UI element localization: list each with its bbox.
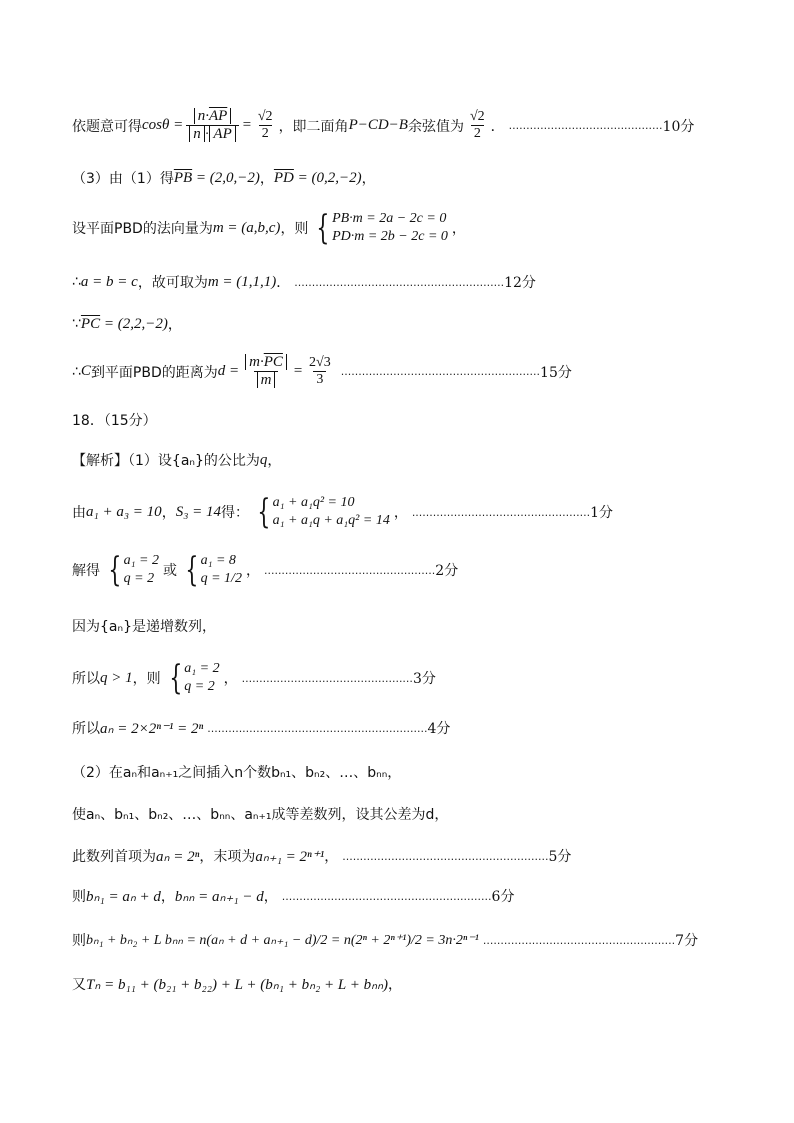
vector-pd: $\overline{PD} = (0,2,-2)$: [273, 169, 362, 186]
text-mid: ，末项为: [199, 849, 256, 865]
equation: aₙ = 2ⁿ: [156, 848, 200, 865]
text-sep: ，: [160, 889, 175, 905]
text-end: ，: [324, 849, 339, 865]
fraction-result: $\frac{√2}{2}$: [469, 109, 485, 141]
equation: aₙ = 2×2ⁿ⁻¹ = 2ⁿ: [100, 720, 204, 737]
line-m-value: [72, 272, 536, 292]
angle-label: P−CD−B: [348, 117, 408, 133]
dot-leader: .................................................: [263, 563, 436, 577]
dot-leader: ............................................................: [294, 275, 505, 289]
text-mid: ，则: [280, 221, 309, 237]
system-row: q = 1/2: [200, 571, 242, 586]
text-post: 余弦值为: [407, 118, 464, 135]
system-row: a₁ = 2: [123, 553, 159, 568]
equation: bₙₙ = aₙ₊₁ − d: [174, 888, 264, 905]
system-row: a₁ + a₁q² = 10: [272, 495, 355, 510]
text-prefix: 则: [72, 933, 86, 949]
text-mid: ，即二面角: [278, 118, 349, 135]
text-end: ，: [451, 221, 466, 237]
score-label: 7分: [675, 933, 699, 949]
fraction-cos: $\frac{n\cdot\overline{AP}}{n \cdot \overline{AP}}$: [186, 108, 239, 143]
line-increasing: [72, 616, 216, 636]
equation-system: { PB·m = 2a − 2c = 0 PD·m = 2b − 2c = 0: [316, 208, 448, 248]
line-b-terms: [72, 886, 514, 906]
text-prefix: 所以: [72, 721, 100, 737]
score-label: 3分: [412, 671, 436, 687]
equation-system: { a₁ = 2 q = 2: [108, 550, 159, 590]
line-vectors-pb-pd: [72, 168, 376, 188]
text-end: ，: [167, 317, 182, 333]
text-end: ．: [490, 118, 505, 135]
system-row: a₁ = 2: [184, 661, 220, 676]
vector-pc: $\overline{PC} = (2,2,-2)$: [80, 315, 168, 332]
line-t-sum: [72, 974, 402, 994]
dot-leader: ...........................................................: [342, 849, 549, 863]
text-prefix: ∴: [72, 274, 81, 290]
line-vector-pc: [72, 314, 182, 334]
equation: a₁ + a₃ = 10: [86, 503, 162, 520]
equation: Tₙ = b₁₁ + (b₂₁ + b₂₂) + L + (bₙ₁ + bₙ₂ + L + bₙₙ): [86, 976, 389, 993]
text-end: ．: [276, 275, 291, 291]
text-prefix: ∴: [72, 363, 81, 380]
score-label: 4分: [427, 721, 451, 737]
text-prefix: 依题意可得: [72, 118, 142, 135]
equation: a = b = c: [80, 273, 138, 290]
line-normal-vector: [72, 210, 466, 246]
text: 因为{aₙ}是递增数列，: [72, 619, 216, 635]
text-sep: ，: [161, 505, 176, 521]
system-row: PB·m = 2a − 2c = 0: [332, 211, 447, 226]
text-mid: ，则: [132, 671, 161, 687]
equation-system: { a₁ = 2 q = 2: [168, 658, 220, 698]
fraction-sqrt2: $\frac{√2}{2}$: [257, 109, 273, 141]
equation-system: { a₁ = 8 q = 1/2: [185, 550, 242, 590]
line-general-term: [72, 718, 450, 738]
text-prefix: 又: [72, 977, 86, 993]
dot-leader: ............................................: [508, 119, 663, 132]
text-mid: ，故可取为: [137, 275, 208, 291]
text-end: ，: [223, 671, 238, 687]
text-end: ，: [267, 453, 282, 469]
text-prefix: 此数列首项为: [72, 849, 156, 865]
text-prefix: 由: [72, 505, 86, 521]
text-end: ，: [263, 889, 278, 905]
line-solution: [72, 552, 458, 588]
line-b-sum: [72, 930, 698, 950]
formula-cos: cosθ =: [142, 117, 184, 133]
system-row: a₁ = 8: [200, 553, 236, 568]
dot-leader: .........................................................: [340, 365, 541, 378]
score-label: 6分: [491, 889, 515, 905]
score-label: 5分: [548, 849, 572, 865]
dot-leader: .......................................................: [482, 933, 676, 947]
text-end: ，: [245, 563, 260, 579]
text-prefix: 【解析】（1）设{aₙ}的公比为: [72, 453, 260, 469]
text-mid: 得：: [221, 505, 250, 521]
text: （2）在aₙ和aₙ₊₁之间插入n个数bₙ₁、bₙ₂、…、bₙₙ，: [72, 765, 402, 781]
dot-leader: ...............................................................: [207, 721, 428, 735]
equation: bₙ₁ + bₙ₂ + L bₙₙ = n(aₙ + d + aₙ₊₁ − d)/2 = n(2ⁿ + 2ⁿ⁺¹)/2 = 3n·2ⁿ⁻¹: [86, 932, 479, 948]
fraction-result: $\frac{2√3}{3}$: [309, 355, 331, 387]
text-mid: 到平面PBD的距离为: [90, 364, 218, 381]
text-prefix: ∵: [72, 316, 81, 332]
equation-system: { a₁ + a₁q² = 10 a₁ + a₁q + a₁q² = 14: [257, 492, 390, 532]
variable-q: q: [259, 451, 268, 468]
dot-leader: ...................................................: [411, 505, 591, 519]
text: 18．（15分）: [72, 413, 157, 429]
vector-m: m = (1,1,1): [207, 273, 277, 290]
line-arithmetic-seq: [72, 804, 448, 824]
system-row: a₁ + a₁q + a₁q² = 14: [272, 513, 390, 528]
line-system-1: [72, 494, 613, 530]
equation: aₙ₊₁ = 2ⁿ⁺¹: [255, 848, 325, 865]
text-sep: ，: [259, 171, 274, 187]
score-label: 2分: [435, 563, 459, 579]
text: 使aₙ、bₙ₁、bₙ₂、…、bₙₙ、aₙ₊₁成等差数列，设其公差为d，: [72, 807, 449, 823]
fraction-distance: $\frac{m\cdot\overline{PC}}{m}$: [242, 354, 290, 389]
text-prefix: 设平面PBD的法向量为: [72, 221, 213, 237]
line-first-last: [72, 846, 571, 866]
question-heading: [72, 410, 157, 430]
system-row: q = 2: [123, 571, 155, 586]
text-prefix: 则: [72, 889, 86, 905]
line-analysis-intro: [72, 450, 281, 470]
text-prefix: 所以: [72, 671, 100, 687]
score-label: 12分: [504, 275, 536, 291]
equation: bₙ₁ = aₙ + d: [86, 888, 161, 905]
vector-m: m = (a,b,c): [212, 219, 281, 236]
vector-pb: $\overline{PB} = (2,0,-2)$: [173, 169, 260, 186]
text-prefix: 解得: [72, 563, 100, 579]
system-row: PD·m = 2b − 2c = 0: [332, 229, 448, 244]
dot-leader: ............................................................: [281, 889, 492, 903]
line-part2-intro: [72, 762, 401, 782]
system-row: q = 2: [184, 679, 215, 694]
line-distance: ∴ C 到平面PBD的距离为 d = $\frac{m\cdot\overline{PC}}{m}$ = $\frac{2√3}{3}$ ......................................................... 15分: [72, 354, 572, 388]
line-dihedral-cosine: 依题意可得 cosθ = $\frac{n\cdot\overline{AP}}{n \cdot \overline{AP}}$ = $\frac{√2}{2}$ ，即二面角 P−CD−B 余弦值为 $\frac{√2}{2}$ ． ............................................ 10分: [72, 108, 695, 142]
text-or: 或: [162, 563, 177, 579]
point-c: C: [80, 363, 91, 379]
text-end: ，: [393, 505, 408, 521]
equation: S₃ = 14: [175, 503, 222, 520]
score-label: 15分: [540, 364, 572, 381]
text-end: ，: [388, 977, 403, 993]
score-label: 1分: [590, 505, 614, 521]
dot-leader: .................................................: [241, 671, 413, 685]
line-choose-q: [72, 660, 436, 696]
text-prefix: （3）由（1）得: [72, 171, 174, 187]
condition: q > 1: [100, 669, 133, 686]
text-end: ，: [361, 171, 376, 187]
score-label: 10分: [662, 118, 695, 135]
